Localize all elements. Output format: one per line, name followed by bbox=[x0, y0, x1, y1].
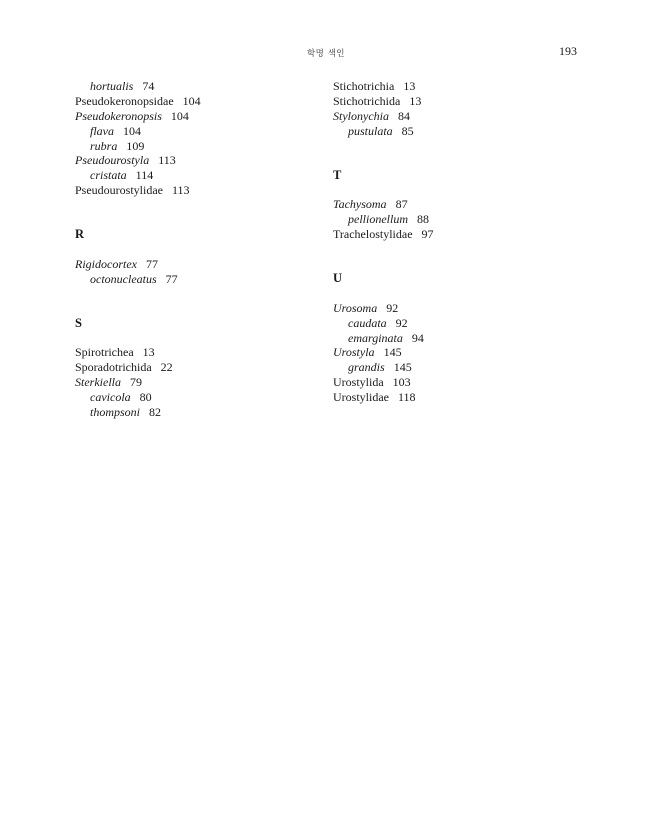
index-entry bbox=[75, 257, 315, 272]
entry-term: Pseudourostyla bbox=[75, 153, 150, 168]
entry-page-ref: 145 bbox=[383, 345, 402, 360]
entry-term: pustulata bbox=[348, 123, 393, 138]
entry-page-ref: 103 bbox=[392, 375, 411, 390]
index-subentry bbox=[333, 124, 573, 139]
section-letter: S bbox=[75, 315, 82, 330]
entry-page-ref: 104 bbox=[170, 108, 189, 123]
index-entry bbox=[333, 227, 573, 242]
entry-page-ref: 104 bbox=[123, 123, 141, 138]
entry-term: hortualis bbox=[90, 79, 134, 93]
index-entry bbox=[333, 390, 573, 405]
index-subentry bbox=[75, 390, 315, 405]
entry-page-ref: 85 bbox=[401, 123, 414, 138]
section-letter: R bbox=[75, 227, 85, 242]
index-entry bbox=[333, 79, 573, 94]
entry-page-ref: 113 bbox=[172, 183, 190, 198]
entry-page-ref: 13 bbox=[403, 79, 416, 93]
entry-term: octonucleatus bbox=[90, 271, 157, 286]
entry-term: Rigidocortex bbox=[75, 256, 137, 271]
entry-term: Stichotrichida bbox=[333, 93, 401, 108]
entry-page-ref: 94 bbox=[411, 330, 424, 345]
entry-term: Sporadotrichida bbox=[75, 360, 152, 375]
index-entry bbox=[333, 375, 573, 390]
entry-page-ref: 74 bbox=[142, 79, 155, 93]
index-subentry bbox=[75, 79, 315, 94]
page-number: 193 bbox=[559, 44, 577, 58]
entry-term: Stylonychia bbox=[333, 108, 389, 123]
index-entry bbox=[75, 360, 315, 375]
entry-page-ref: 77 bbox=[145, 256, 158, 271]
entry-term: Pseudokeronopsidae bbox=[75, 93, 174, 108]
running-title: 학명 색인 bbox=[306, 49, 346, 59]
entry-page-ref: 80 bbox=[139, 390, 152, 405]
entry-term: rubra bbox=[90, 138, 118, 153]
index-entry bbox=[333, 109, 573, 124]
entry-term: Stichotrichia bbox=[333, 79, 395, 93]
entry-page-ref: 104 bbox=[182, 93, 201, 108]
entry-term: caudata bbox=[348, 315, 387, 330]
index-entry bbox=[75, 109, 315, 124]
entry-term: Pseudourostylidae bbox=[75, 183, 163, 198]
entry-page-ref: 118 bbox=[398, 390, 416, 405]
section-letter: U bbox=[333, 271, 343, 286]
entry-page-ref: 13 bbox=[142, 345, 155, 360]
index-subentry bbox=[75, 139, 315, 154]
index-entry bbox=[333, 345, 573, 360]
entry-page-ref: 88 bbox=[417, 212, 429, 227]
entry-term: Urostyla bbox=[333, 345, 375, 360]
index-entry bbox=[333, 301, 573, 316]
entry-page-ref: 87 bbox=[395, 197, 408, 212]
index-subentry bbox=[333, 331, 573, 346]
entry-term: grandis bbox=[348, 360, 385, 375]
index-entry bbox=[75, 183, 315, 198]
section-letter: T bbox=[333, 167, 342, 182]
entry-page-ref: 109 bbox=[126, 138, 145, 153]
entry-term: pellionellum bbox=[348, 212, 408, 227]
entry-term: flava bbox=[90, 123, 114, 138]
entry-page-ref: 22 bbox=[160, 360, 173, 375]
entry-term: Tachysoma bbox=[333, 197, 387, 212]
entry-page-ref: 97 bbox=[421, 227, 434, 242]
entry-term: cavicola bbox=[90, 390, 131, 405]
index-subentry bbox=[75, 124, 315, 139]
index-entry bbox=[333, 94, 573, 109]
entry-term: thompsoni bbox=[90, 405, 141, 420]
entry-page-ref: 79 bbox=[129, 375, 142, 390]
entry-term: Urosoma bbox=[333, 300, 378, 315]
entry-term: cristata bbox=[90, 168, 127, 183]
entry-page-ref: 113 bbox=[158, 153, 176, 168]
index-entry bbox=[75, 153, 315, 168]
index-subentry bbox=[333, 316, 573, 331]
entry-term: Spirotrichea bbox=[75, 345, 134, 360]
index-entry bbox=[333, 197, 573, 212]
entry-term: Pseudokeronopsis bbox=[75, 108, 162, 123]
index-entry bbox=[75, 345, 315, 360]
entry-page-ref: 114 bbox=[135, 168, 154, 183]
entry-page-ref: 145 bbox=[393, 360, 412, 375]
index-entry bbox=[75, 94, 315, 109]
index-subentry bbox=[333, 360, 573, 375]
entry-term: Sterkiella bbox=[75, 375, 121, 390]
entry-page-ref: 82 bbox=[149, 405, 162, 420]
index-subentry bbox=[75, 405, 315, 420]
entry-page-ref: 13 bbox=[409, 93, 422, 108]
entry-page-ref: 84 bbox=[397, 108, 410, 123]
entry-term: Urostylida bbox=[333, 375, 384, 390]
running-head bbox=[0, 44, 652, 60]
index-subentry bbox=[333, 212, 573, 227]
entry-term: Trachelostylidae bbox=[333, 227, 413, 242]
index-subentry bbox=[75, 168, 315, 183]
index-column-left bbox=[75, 79, 315, 420]
entry-page-ref: 77 bbox=[165, 271, 178, 286]
entry-term: Urostylidae bbox=[333, 390, 389, 405]
entry-page-ref: 92 bbox=[386, 300, 399, 315]
index-entry bbox=[75, 375, 315, 390]
entry-page-ref: 92 bbox=[395, 315, 408, 330]
index-column-right bbox=[333, 79, 573, 405]
index-subentry bbox=[75, 272, 315, 287]
entry-term: emarginata bbox=[348, 330, 403, 345]
